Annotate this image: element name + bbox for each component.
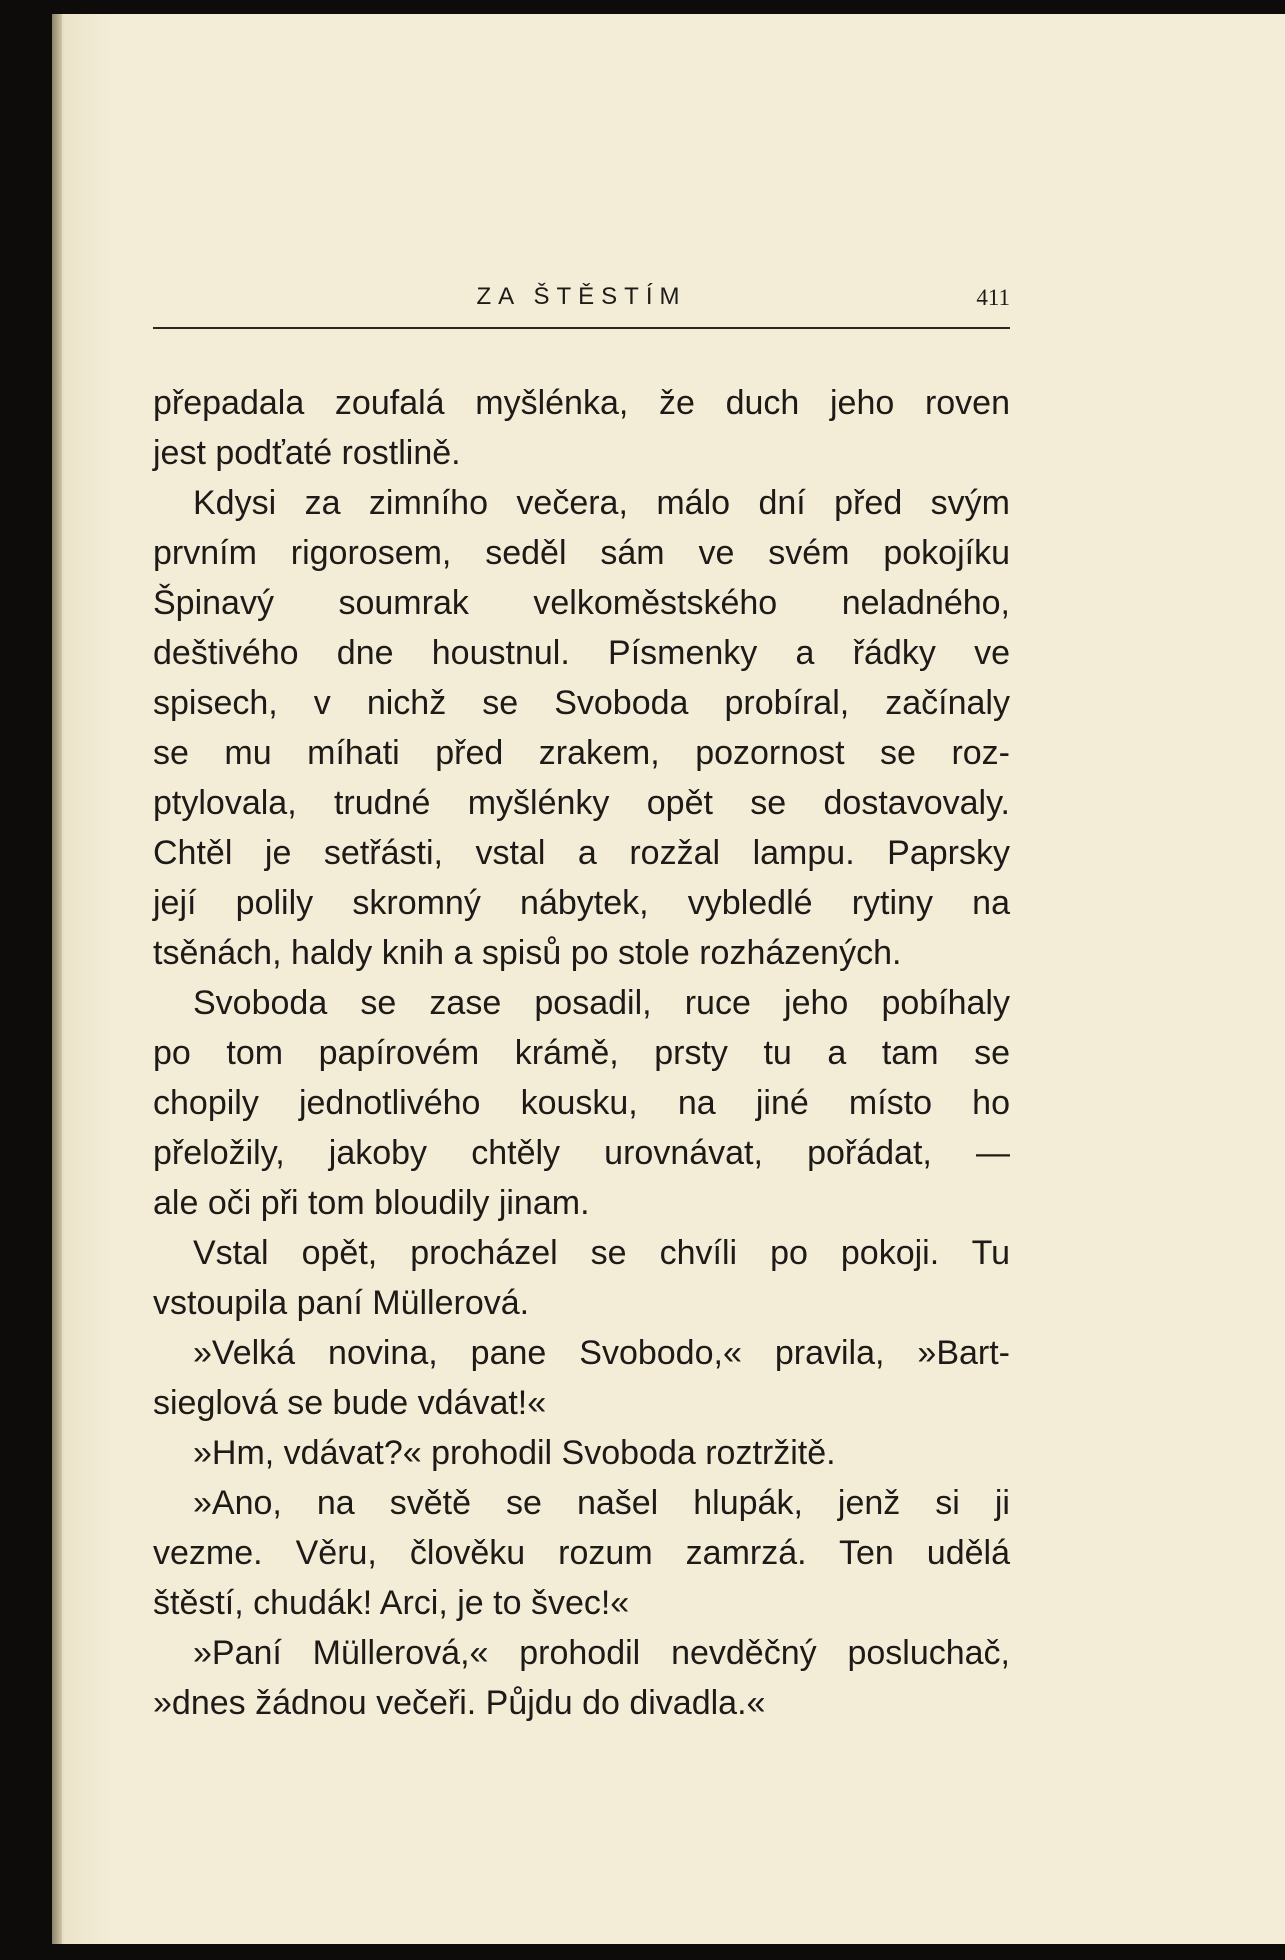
- text-line: tsěnách, haldy knih a spisů po stole rozházených.: [153, 934, 902, 972]
- text-line: vstoupila paní Müllerová.: [153, 1284, 530, 1322]
- text-line: »Hm, vdávat?« prohodil Svoboda roztržitě.: [193, 1434, 836, 1472]
- page-header: [153, 283, 1010, 317]
- text-line: vezme. Věru, člověku rozum zamrzá. Ten udělá: [153, 1534, 1010, 1572]
- header-rule: [153, 327, 1010, 329]
- running-title: ZA ŠTĚSTÍM: [476, 283, 687, 310]
- text-line: »Velká novina, pane Svobodo,« pravila, »Bart-: [193, 1334, 1010, 1372]
- text-line: »Paní Müllerová,« prohodil nevděčný posluchač,: [193, 1634, 1010, 1672]
- text-line: její polily skromný nábytek, vybledlé rytiny na: [153, 884, 1010, 922]
- text-line: ptylovala, trudné myšlénky opět se dostavovaly.: [153, 784, 1010, 822]
- text-line: Kdysi za zimního večera, málo dní před svým: [193, 484, 1010, 522]
- text-line: chopily jednotlivého kousku, na jiné místo ho: [153, 1084, 1010, 1122]
- text-line: po tom papírovém krámě, prsty tu a tam se: [153, 1034, 1010, 1072]
- text-line: Špinavý soumrak velkoměstského neladného,: [153, 584, 1010, 622]
- text-line: sieglová se bude vdávat!«: [153, 1384, 547, 1422]
- page-number: 411: [976, 285, 1010, 310]
- text-line: »Ano, na světě se našel hlupák, jenž si ji: [193, 1484, 1010, 1522]
- text-line: jest podťaté rostlině.: [153, 434, 461, 472]
- text-line: se mu míhati před zrakem, pozornost se roz-: [153, 734, 1010, 772]
- text-line: štěstí, chudák! Arci, je to švec!«: [153, 1584, 630, 1622]
- page-gutter: [52, 14, 62, 1944]
- text-line: Svoboda se zase posadil, ruce jeho pobíhaly: [193, 984, 1010, 1022]
- text-line: »dnes žádnou večeři. Půjdu do divadla.«: [153, 1684, 766, 1722]
- text-line: ale oči při tom bloudily jinam.: [153, 1184, 590, 1222]
- text-line: Chtěl je setřásti, vstal a rozžal lampu. Paprsky: [153, 834, 1010, 872]
- body-text: [153, 378, 1010, 1728]
- text-line: přepadala zoufalá myšlénka, že duch jeho roven: [153, 384, 1010, 422]
- text-line: spisech, v nichž se Svoboda probíral, začínaly: [153, 684, 1010, 722]
- text-line: prvním rigorosem, seděl sám ve svém pokojíku: [153, 534, 1010, 572]
- text-line: deštivého dne houstnul. Písmenky a řádky ve: [153, 634, 1010, 672]
- text-line: přeložily, jakoby chtěly urovnávat, pořádat, —: [153, 1134, 1010, 1172]
- text-line: Vstal opět, procházel se chvíli po pokoji. Tu: [193, 1234, 1010, 1272]
